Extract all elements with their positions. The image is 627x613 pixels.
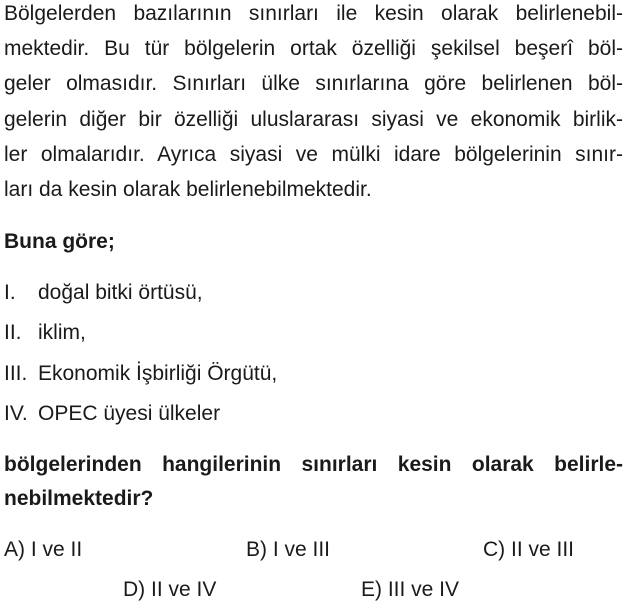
passage-line-5: ler olmalarıdır. Ayrıca siyasi ve mülki idare bölgelerinin sınır- <box>4 143 623 166</box>
passage-line-3: geler olmasıdır. Sınırları ülke sınırlarına göre belirlenen böl- <box>4 72 623 95</box>
passage-line-4: gelerin diğer bir özelliği uluslararası siyasi ve ekonomik birlik- <box>4 108 623 131</box>
statement-number: II. <box>4 321 22 344</box>
statement-text: Ekonomik İşbirliği Örgütü, <box>38 362 278 385</box>
statement-number: IV. <box>4 402 28 425</box>
statement-number: I. <box>4 281 16 304</box>
statement-item-3 <box>4 361 277 387</box>
passage-line-1: Bölgelerden bazılarının sınırları ile kesin olarak belirlenebil- <box>4 2 623 25</box>
statement-text: iklim, <box>38 321 86 344</box>
option-d[interactable]: D) II ve IV <box>123 578 217 601</box>
passage-line-2: mektedir. Bu tür bölgelerin ortak özelliği şekilsel beşerî böl- <box>4 37 623 60</box>
option-b[interactable]: B) I ve III <box>246 538 331 561</box>
statement-item-1 <box>4 280 203 306</box>
option-a[interactable]: A) I ve II <box>4 538 83 561</box>
passage-line-6: ları da kesin olarak belirlenebilmektedir. <box>4 178 372 201</box>
question-line-2: nebilmektedir? <box>4 487 154 510</box>
option-c[interactable]: C) II ve III <box>483 538 575 561</box>
statement-text: doğal bitki örtüsü, <box>38 281 203 304</box>
question-line-1: bölgelerinden hangilerinin sınırları kesin olarak belirle- <box>4 453 623 476</box>
statement-item-4 <box>4 401 220 427</box>
statement-item-2 <box>4 320 86 346</box>
lead-in-heading: Buna göre; <box>4 230 115 253</box>
statement-number: III. <box>4 362 28 385</box>
option-e[interactable]: E) III ve IV <box>361 578 460 601</box>
statement-text: OPEC üyesi ülkeler <box>38 402 221 425</box>
